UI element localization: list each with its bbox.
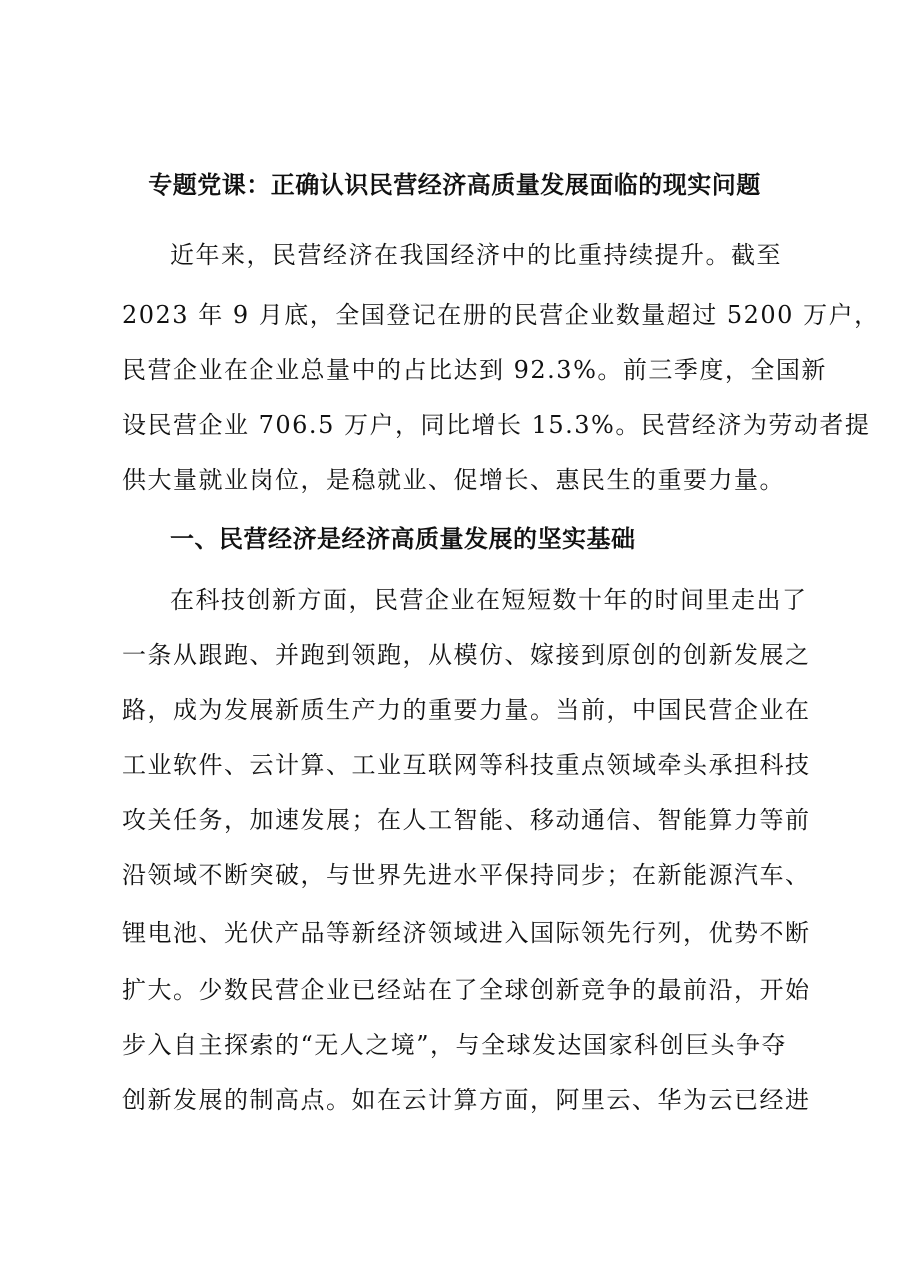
paragraph-line: 扩大。少数民营企业已经站在了全球创新竞争的最前沿，开始 (122, 976, 811, 1004)
paragraph-line: 供大量就业岗位，是稳就业、促增长、惠民生的重要力量。 (122, 466, 785, 494)
paragraph-line: 民营企业在企业总量中的占比达到 92.3%。前三季度，全国新 (122, 356, 827, 384)
paragraph-line: 攻关任务，加速发展；在人工智能、移动通信、智能算力等前 (122, 806, 811, 834)
paragraph-line: 步入自主探索的“无人之境”，与全球发达国家科创巨头争夺 (122, 1031, 788, 1059)
section-heading: 一、民营经济是经济高质量发展的坚实基础 (170, 525, 636, 553)
paragraph-line: 设民营企业 706.5 万户，同比增长 15.3%。民营经济为劳动者提 (122, 411, 871, 439)
paragraph-line: 路，成为发展新质生产力的重要力量。当前，中国民营企业在 (122, 696, 811, 724)
paragraph-line: 在科技创新方面，民营企业在短短数十年的时间里走出了 (170, 586, 808, 614)
paragraph-line: 创新发展的制高点。如在云计算方面，阿里云、华为云已经进 (122, 1086, 811, 1114)
paragraph-line: 沿领域不断突破，与世界先进水平保持同步；在新能源汽车、 (122, 861, 811, 889)
paragraph-line: 锂电池、光伏产品等新经济领域进入国际领先行列，优势不断 (122, 919, 811, 947)
paragraph-line: 近年来，民营经济在我国经济中的比重持续提升。截至 (170, 241, 782, 269)
paragraph-line: 2023 年 9 月底，全国登记在册的民营企业数量超过 5200 万户， (122, 301, 880, 329)
paragraph-line: 一条从跟跑、并跑到领跑，从模仿、嫁接到原创的创新发展之 (122, 641, 811, 669)
paragraph-line: 工业软件、云计算、工业互联网等科技重点领域牵头承担科技 (122, 751, 811, 779)
document-title: 专题党课：正确认识民营经济高质量发展面临的现实问题 (148, 171, 761, 199)
